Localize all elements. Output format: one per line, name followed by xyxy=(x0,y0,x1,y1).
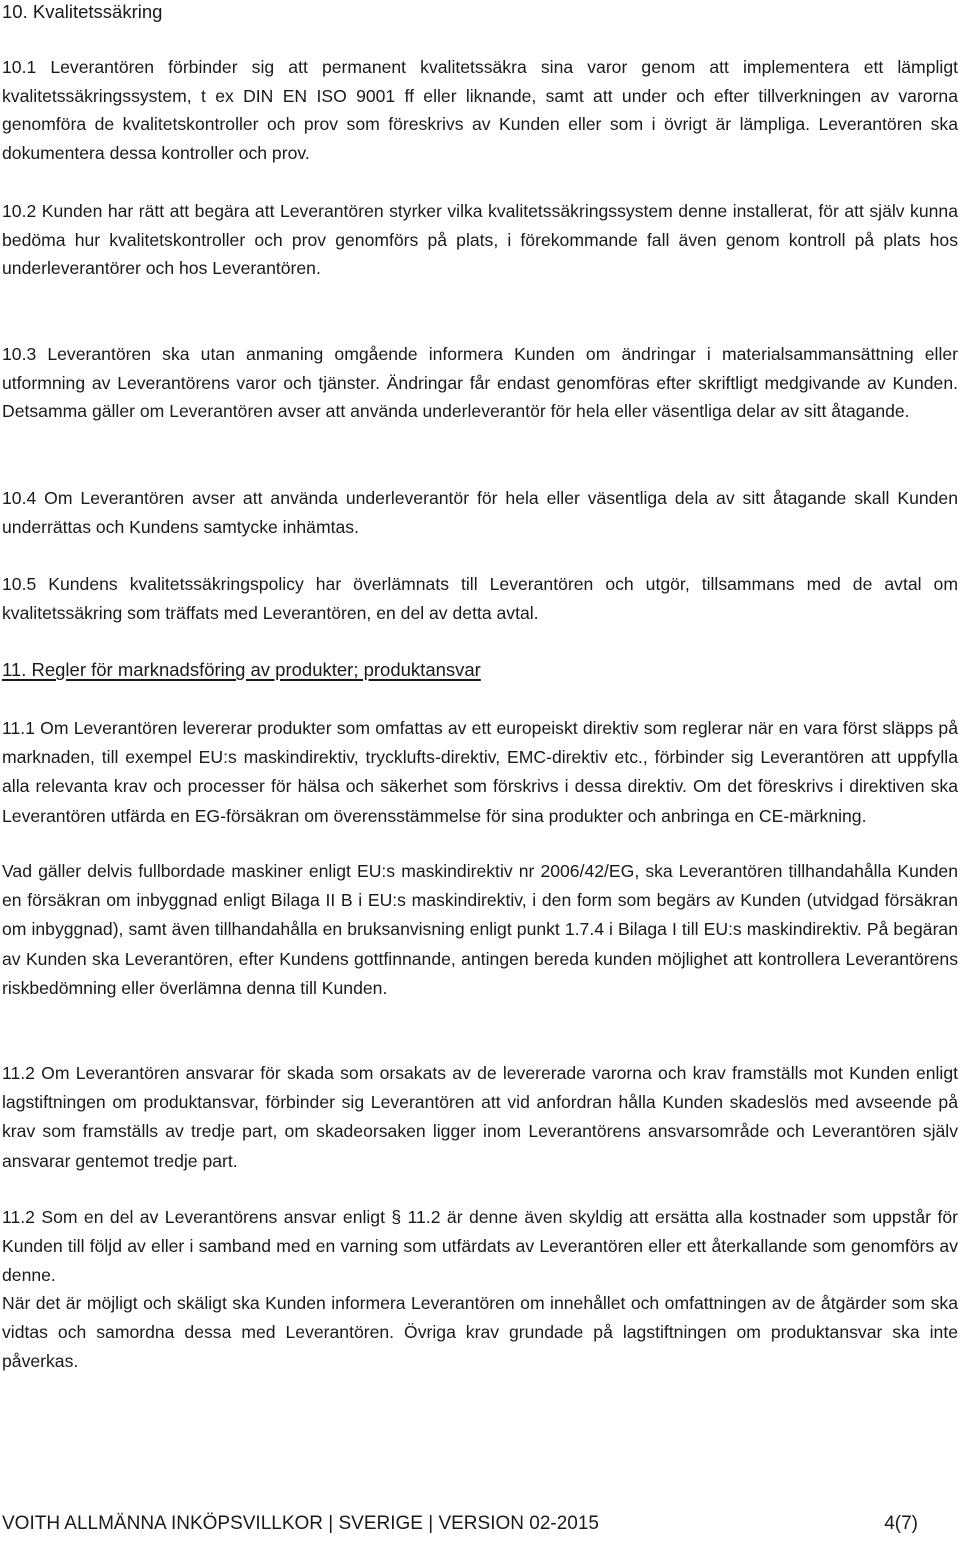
paragraph-10-4: 10.4 Om Leverantören avser att använda underleverantör för hela eller väsentliga dela av sitt åtagande skall Kunden underrättas och Kundens samtycke inhämtas. xyxy=(2,488,958,537)
section-11-heading: 11. Regler för marknadsföring av produkter; produktansvar xyxy=(2,659,481,680)
paragraph-10-2: 10.2 Kunden har rätt att begära att Leverantören styrker vilka kvalitetssäkringssystem denne installerat, för att själv kunna bedöma hur kvalitetskontroller och prov genomförs på plats, i förekommande fall även genom kontroll på plats hos underleverantörer och hos Leverantören. xyxy=(2,201,958,279)
paragraph-10-1: 10.1 Leverantören förbinder sig att permanent kvalitetssäkra sina varor genom att implementera ett lämpligt kvalitetssäkringssystem, t ex DIN EN ISO 9001 ff eller liknande, samt att under och efter tillverkningen av varorna genomföra de kvalitetskontroller och prov som föreskrivs av Kunden eller som i övrigt är lämpliga. Leverantören ska dokumentera dessa kontroller och prov. xyxy=(2,57,958,163)
section-10-heading: 10. Kvalitetssäkring xyxy=(2,1,163,22)
footer-document-title: VOITH ALLMÄNNA INKÖPSVILLKOR | SVERIGE | VERSION 02-2015 xyxy=(2,1513,599,1534)
paragraph-10-5: 10.5 Kundens kvalitetssäkringspolicy har överlämnats till Leverantören och utgör, tillsammans med de avtal om kvalitetssäkring som träffats med Leverantören, en del av detta avtal. xyxy=(2,574,958,623)
paragraph-11-2-second: 11.2 Som en del av Leverantörens ansvar enligt § 11.2 är denne även skyldig att ersätta alla kostnader som uppstår för Kunden till följd av eller i samband med en varning som utfärdats av Leverantören eller ett återkallande som genomförs av denne. xyxy=(2,1207,958,1286)
paragraph-10-3: 10.3 Leverantören ska utan anmaning omgående informera Kunden om ändringar i materialsammansättning eller utformning av Leverantörens varor och tjänster. Ändringar får endast genomföras efter skriftligt medgivande av Kunden. Detsamma gäller om Leverantören avser att använda underleverantör för hela eller väsentliga delar av sitt åtagande. xyxy=(2,344,958,422)
footer-page-number: 4(7) xyxy=(884,1513,918,1534)
paragraph-11-2-continued: När det är möjligt och skäligt ska Kunden informera Leverantören om innehållet och omfattningen av de åtgärder som ska vidtas och samordna dessa med Leverantören. Övriga krav grundade på lagstiftningen om produktansvar ska inte påverkas. xyxy=(2,1293,958,1372)
paragraph-11-1: 11.1 Om Leverantören levererar produkter som omfattas av ett europeiskt direktiv som reglerar när en vara först släpps på marknaden, till exempel EU:s maskindirektiv, trycklufts-direktiv, EMC-direktiv etc., förbinder sig Leverantören att uppfylla alla relevanta krav och processer för hälsa och säkerhet som förskrivs i dessa direktiv. Om det föreskrivs i direktiven ska Leverantören utfärda en EG-försäkran om överensstämmelse för sina produkter och anbringa en CE-märkning. xyxy=(2,718,958,826)
page-footer xyxy=(2,1512,958,1536)
paragraph-11-1-continued: Vad gäller delvis fullbordade maskiner enligt EU:s maskindirektiv nr 2006/42/EG, ska Leverantören tillhandahålla Kunden en försäkran om inbyggnad enligt Bilaga II B i EU:s maskindirektiv, i den form som begärs av Kunden (utvidgad försäkran om inbyggnad), samt även tillhandahålla en bruksanvisning enligt punkt 1.7.4 i Bilaga I till EU:s maskindirektiv. På begäran av Kunden ska Leverantören, efter Kundens gottfinnande, antingen bereda kunden möjlighet att kontrollera Leverantörens riskbedömning eller överlämna denna till Kunden. xyxy=(2,861,958,998)
paragraph-11-2: 11.2 Om Leverantören ansvarar för skada som orsakats av de levererade varorna och krav framställs mot Kunden enligt lagstiftningen om produktansvar, förbinder sig Leverantören att vid anfordran hålla Kunden skadeslös med avseende på krav som framställs av tredje part, om skadeorsaken ligger inom Leverantörens ansvarsområde och Leverantören själv ansvarar gentemot tredje part. xyxy=(2,1063,958,1171)
